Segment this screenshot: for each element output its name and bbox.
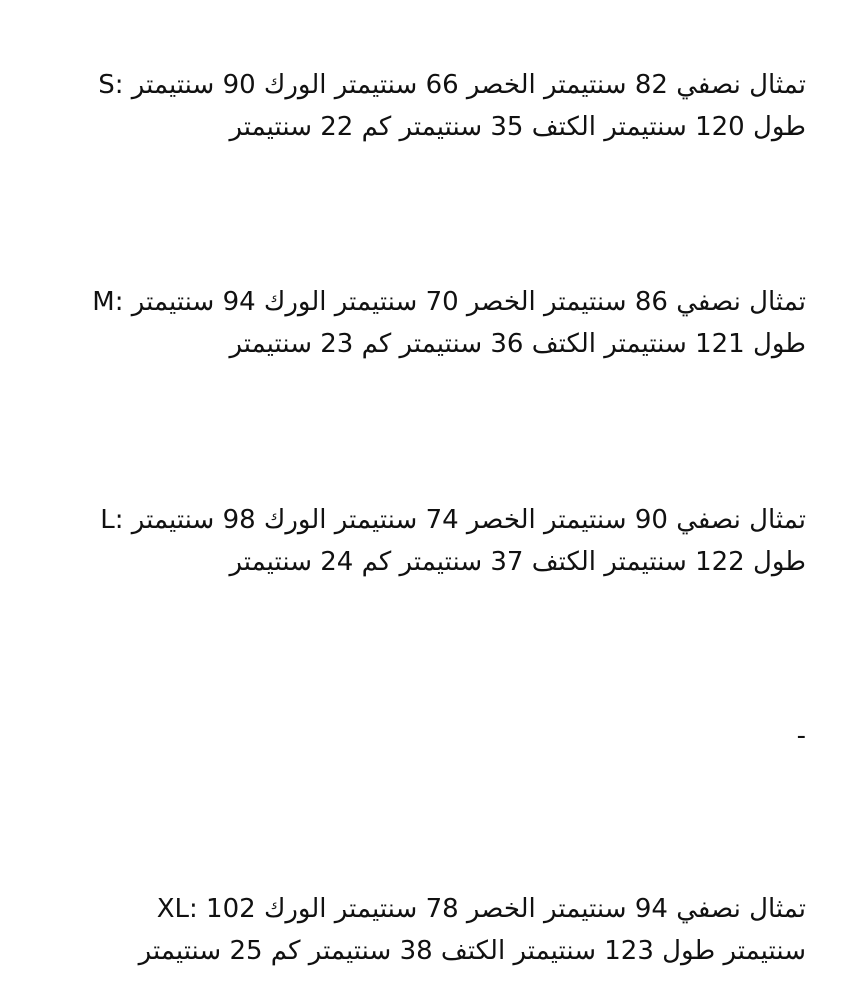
size-l-block [46,499,806,583]
size-xl-line-2: سنتيمتر طول 123 سنتيمتر الكتف 38 سنتيمتر كم 25 سنتيمتر [138,936,806,966]
size-m-line-2: طول 121 سنتيمتر الكتف 36 سنتيمتر كم 23 سنتيمتر [229,329,806,359]
size-s-line-2: طول 120 سنتيمتر الكتف 35 سنتيمتر كم 22 سنتيمتر [229,112,806,142]
size-s-block [46,64,806,148]
size-xl-block [46,888,806,972]
separator-dash: - [796,721,806,751]
size-m-line-1: تمثال نصفي 86 سنتيمتر الخصر 70 سنتيمتر الورك 94 سنتيمتر :M [92,287,806,317]
size-s-line-1: تمثال نصفي 82 سنتيمتر الخصر 66 سنتيمتر الورك 90 سنتيمتر :S [98,70,806,100]
size-l-line-1: تمثال نصفي 90 سنتيمتر الخصر 74 سنتيمتر الورك 98 سنتيمتر :L [100,505,806,535]
size-xl-line-1: XL: 102 تمثال نصفي 94 سنتيمتر الخصر 78 سنتيمتر الورك [156,894,806,924]
size-l-line-2: طول 122 سنتيمتر الكتف 37 سنتيمتر كم 24 سنتيمتر [229,547,806,577]
size-m-block [46,281,806,365]
